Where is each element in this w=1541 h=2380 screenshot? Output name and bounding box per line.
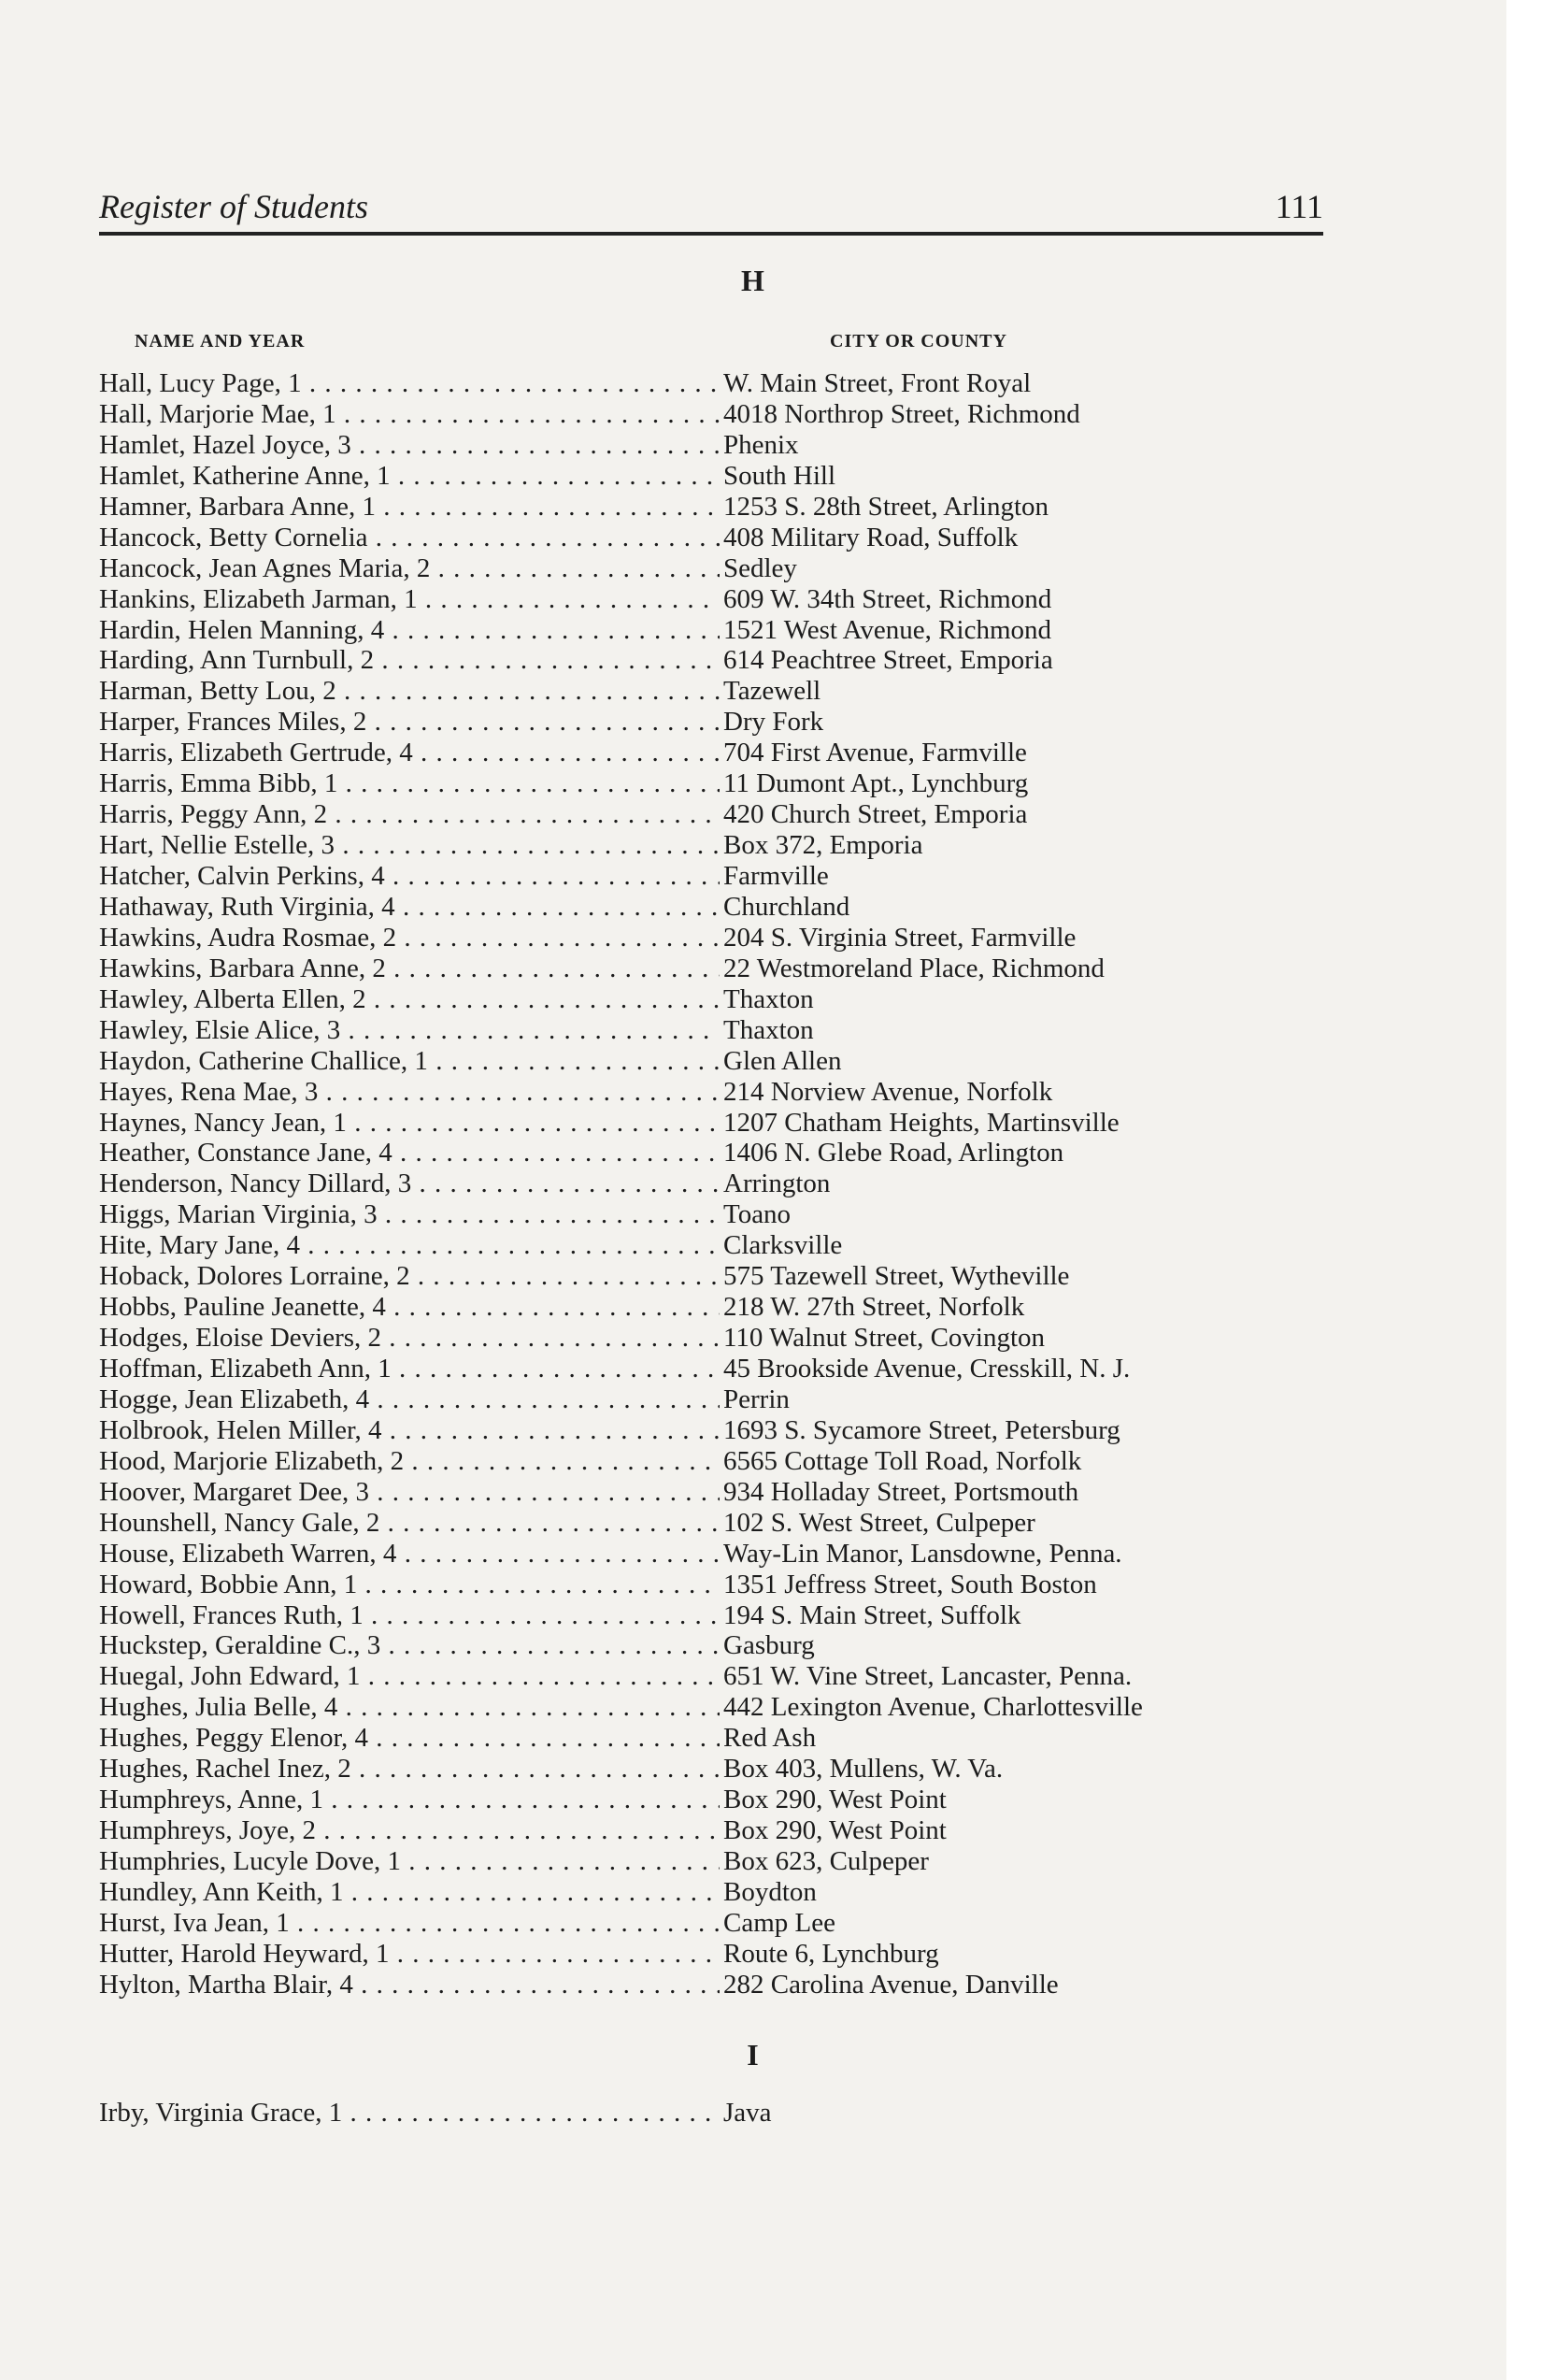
student-name: Hamlet, Katherine Anne, 1 . . . (99, 461, 720, 492)
list-item (99, 984, 1342, 1015)
list-item (99, 1230, 1342, 1261)
student-city: Phenix (723, 429, 799, 460)
list-item (99, 1754, 1342, 1785)
running-head (99, 187, 1323, 236)
list-item (99, 1108, 1342, 1139)
list-item (99, 1877, 1342, 1908)
entry-list-h (99, 368, 1342, 2000)
leader-dots (99, 1508, 720, 1539)
leader-dots (99, 2098, 720, 2129)
student-name: Hundley, Ann Keith, 1 . . . (99, 1877, 720, 1908)
student-city: 204 S. Virginia Street, Farmville (723, 922, 1077, 953)
list-item (99, 768, 1342, 799)
list-item (99, 368, 1342, 399)
student-name: Haynes, Nancy Jean, 1 . . . (99, 1108, 720, 1139)
student-name: Irby, Virginia Grace, 1 . . . (99, 2098, 720, 2129)
list-item (99, 707, 1342, 738)
leader-dots (99, 1046, 720, 1077)
student-city: 442 Lexington Avenue, Charlottesville (723, 1692, 1143, 1723)
leader-dots (99, 984, 720, 1015)
leader-dots (99, 1354, 720, 1384)
list-item (99, 1323, 1342, 1354)
leader-dots (99, 1939, 720, 1970)
leader-dots (99, 953, 720, 984)
student-city: 22 Westmoreland Place, Richmond (723, 953, 1105, 983)
list-item (99, 1970, 1342, 2000)
student-city: 1207 Chatham Heights, Martinsville (723, 1107, 1120, 1138)
leader-dots (99, 368, 720, 399)
leader-dots (99, 1384, 720, 1415)
list-item (99, 1261, 1342, 1292)
student-city: Churchland (723, 891, 850, 922)
student-name: Harris, Emma Bibb, 1 . . . (99, 768, 720, 799)
student-name: Hart, Nellie Estelle, 3 . . . (99, 830, 720, 861)
list-item (99, 1661, 1342, 1692)
list-item (99, 1815, 1342, 1846)
student-name: Hawkins, Audra Rosmae, 2 . . . (99, 923, 720, 953)
leader-dots (99, 1877, 720, 1908)
student-city: 102 S. West Street, Culpeper (723, 1507, 1035, 1538)
student-name: Hutter, Harold Heyward, 1 . . . (99, 1939, 720, 1970)
list-item (99, 1846, 1342, 1877)
list-item (99, 492, 1342, 523)
student-name: Harding, Ann Turnbull, 2 . . . (99, 645, 720, 676)
student-name: Humphreys, Joye, 2 . . . (99, 1815, 720, 1846)
student-city: Box 623, Culpeper (723, 1846, 929, 1876)
list-item (99, 799, 1342, 830)
student-name: Hughes, Julia Belle, 4 . . . (99, 1692, 720, 1723)
student-city: 1693 S. Sycamore Street, Petersburg (723, 1414, 1120, 1445)
student-name: Hardin, Helen Manning, 4 . . . (99, 615, 720, 646)
student-city: Thaxton (723, 983, 814, 1014)
student-name: Hawley, Elsie Alice, 3 . . . (99, 1015, 720, 1046)
list-item (99, 1199, 1342, 1230)
list-item (99, 1168, 1342, 1199)
list-item (99, 1077, 1342, 1108)
student-city: Toano (723, 1199, 792, 1230)
student-city: 575 Tazewell Street, Wytheville (723, 1261, 1070, 1292)
section-letter-i: I (747, 2038, 760, 2072)
list-item (99, 553, 1342, 584)
leader-dots (99, 676, 720, 707)
leader-dots (99, 492, 720, 523)
student-name: Harris, Peggy Ann, 2 . . . (99, 799, 720, 830)
leader-dots (99, 1168, 720, 1199)
student-name: Humphreys, Anne, 1 . . . (99, 1785, 720, 1815)
leader-dots (99, 923, 720, 953)
leader-dots (99, 399, 720, 430)
student-name: Hathaway, Ruth Virginia, 4 . . . (99, 892, 720, 923)
student-city: 408 Military Road, Suffolk (723, 522, 1019, 552)
leader-dots (99, 1908, 720, 1939)
student-name: House, Elizabeth Warren, 4 . . . (99, 1539, 720, 1570)
student-name: Higgs, Marian Virginia, 3 . . . (99, 1199, 720, 1230)
student-name: Hite, Mary Jane, 4 . . . (99, 1230, 720, 1261)
student-city: 934 Holladay Street, Portsmouth (723, 1476, 1079, 1507)
list-item (99, 1785, 1342, 1815)
student-city: Box 403, Mullens, W. Va. (723, 1754, 1004, 1785)
student-city: 614 Peachtree Street, Emporia (723, 645, 1053, 676)
student-city: 214 Norview Avenue, Norfolk (723, 1076, 1053, 1107)
list-item (99, 615, 1342, 646)
leader-dots (99, 615, 720, 646)
student-name: Holbrook, Helen Miller, 4 . . . (99, 1415, 720, 1446)
student-name: Hawley, Alberta Ellen, 2 . . . (99, 984, 720, 1015)
leader-dots (99, 1108, 720, 1139)
student-city: Way-Lin Manor, Lansdowne, Penna. (723, 1538, 1122, 1569)
leader-dots (99, 861, 720, 892)
student-name: Hall, Marjorie Mae, 1 . . . (99, 399, 720, 430)
list-item (99, 830, 1342, 861)
list-item (99, 1384, 1342, 1415)
list-item (99, 1692, 1342, 1723)
student-name: Huegal, John Edward, 1 . . . (99, 1661, 720, 1692)
student-city: Camp Lee (723, 1907, 835, 1938)
leader-dots (99, 1138, 720, 1168)
leader-dots (99, 1815, 720, 1846)
leader-dots (99, 1692, 720, 1723)
leader-dots (99, 523, 720, 553)
leader-dots (99, 1199, 720, 1230)
student-city: 45 Brookside Avenue, Cresskill, N. J. (723, 1354, 1131, 1384)
leader-dots (99, 1661, 720, 1692)
student-name: Harman, Betty Lou, 2 . . . (99, 676, 720, 707)
student-city: South Hill (723, 460, 836, 491)
leader-dots (99, 1723, 720, 1754)
student-name: Hawkins, Barbara Anne, 2 . . . (99, 953, 720, 984)
list-item (99, 1446, 1342, 1477)
leader-dots (99, 892, 720, 923)
leader-dots (99, 768, 720, 799)
student-name: Hodges, Eloise Deviers, 2 . . . (99, 1323, 720, 1354)
leader-dots (99, 1415, 720, 1446)
leader-dots (99, 461, 720, 492)
list-item (99, 1723, 1342, 1754)
list-item (99, 892, 1342, 923)
student-name: Huckstep, Geraldine C., 3 . . . (99, 1630, 720, 1661)
list-item (99, 1600, 1342, 1631)
leader-dots (99, 1477, 720, 1508)
student-city: Java (723, 2098, 772, 2128)
student-city: 651 W. Vine Street, Lancaster, Penna. (723, 1661, 1133, 1692)
leader-dots (99, 1230, 720, 1261)
list-item (99, 430, 1342, 461)
leader-dots (99, 1570, 720, 1600)
student-city: 1406 N. Glebe Road, Arlington (723, 1138, 1064, 1168)
student-name: Hankins, Elizabeth Jarman, 1 . . . (99, 584, 720, 615)
student-city: Arrington (723, 1168, 831, 1199)
list-item (99, 1292, 1342, 1323)
student-name: Haydon, Catherine Challice, 1 . . . (99, 1046, 720, 1077)
student-city: Box 290, West Point (723, 1815, 947, 1846)
list-item (99, 523, 1342, 553)
leader-dots (99, 1539, 720, 1570)
list-item (99, 1508, 1342, 1539)
student-name: Hughes, Peggy Elenor, 4 . . . (99, 1723, 720, 1754)
list-item (99, 645, 1342, 676)
student-city: W. Main Street, Front Royal (723, 368, 1032, 398)
student-name: Hylton, Martha Blair, 4 . . . (99, 1970, 720, 2000)
student-city: 194 S. Main Street, Suffolk (723, 1599, 1021, 1630)
leader-dots (99, 1630, 720, 1661)
student-city: Route 6, Lynchburg (723, 1938, 939, 1969)
student-name: Harper, Frances Miles, 2 . . . (99, 707, 720, 738)
student-city: Sedley (723, 552, 797, 583)
student-name: Hurst, Iva Jean, 1 . . . (99, 1908, 720, 1939)
student-city: Box 372, Emporia (723, 830, 923, 861)
student-city: Perrin (723, 1384, 790, 1414)
list-item (99, 399, 1342, 430)
student-name: Hood, Marjorie Elizabeth, 2 . . . (99, 1446, 720, 1477)
student-name: Hoffman, Elizabeth Ann, 1 . . . (99, 1354, 720, 1384)
list-item (99, 2098, 1342, 2129)
leader-dots (99, 584, 720, 615)
leader-dots (99, 1261, 720, 1292)
student-city: Glen Allen (723, 1045, 842, 1076)
student-name: Hamner, Barbara Anne, 1 . . . (99, 492, 720, 523)
list-item (99, 461, 1342, 492)
student-city: 1351 Jeffress Street, South Boston (723, 1569, 1097, 1599)
list-item (99, 738, 1342, 768)
list-item (99, 676, 1342, 707)
leader-dots (99, 830, 720, 861)
list-item (99, 1630, 1342, 1661)
leader-dots (99, 707, 720, 738)
running-head-title: Register of Students (99, 188, 368, 225)
student-name: Henderson, Nancy Dillard, 3 . . . (99, 1168, 720, 1199)
student-city: 218 W. 27th Street, Norfolk (723, 1292, 1025, 1323)
student-name: Hogge, Jean Elizabeth, 4 . . . (99, 1384, 720, 1415)
student-city: 704 First Avenue, Farmville (723, 738, 1027, 768)
list-item (99, 1539, 1342, 1570)
list-item (99, 1477, 1342, 1508)
student-city: 609 W. 34th Street, Richmond (723, 583, 1052, 614)
student-city: 1521 West Avenue, Richmond (723, 614, 1052, 645)
list-item (99, 1908, 1342, 1939)
student-name: Hughes, Rachel Inez, 2 . . . (99, 1754, 720, 1785)
leader-dots (99, 430, 720, 461)
leader-dots (99, 1785, 720, 1815)
list-item (99, 923, 1342, 953)
student-name: Hoover, Margaret Dee, 3 . . . (99, 1477, 720, 1508)
list-item (99, 1015, 1342, 1046)
section-letter-h: H (741, 264, 765, 297)
student-city: Boydton (723, 1876, 817, 1907)
student-city: Red Ash (723, 1723, 817, 1754)
list-item (99, 1138, 1342, 1168)
student-name: Hamlet, Hazel Joyce, 3 . . . (99, 430, 720, 461)
student-city: 420 Church Street, Emporia (723, 799, 1028, 830)
list-item (99, 1046, 1342, 1077)
list-item (99, 861, 1342, 892)
student-city: 6565 Cottage Toll Road, Norfolk (723, 1445, 1082, 1476)
student-city: Gasburg (723, 1630, 815, 1661)
leader-dots (99, 1846, 720, 1877)
leader-dots (99, 645, 720, 676)
list-item (99, 584, 1342, 615)
leader-dots (99, 1970, 720, 2000)
student-city: Tazewell (723, 676, 821, 707)
leader-dots (99, 738, 720, 768)
student-name: Howell, Frances Ruth, 1 . . . (99, 1600, 720, 1631)
student-city: Thaxton (723, 1014, 814, 1045)
leader-dots (99, 553, 720, 584)
leader-dots (99, 1323, 720, 1354)
leader-dots (99, 1446, 720, 1477)
student-name: Heather, Constance Jane, 4 . . . (99, 1138, 720, 1168)
student-city: Clarksville (723, 1230, 843, 1261)
list-item (99, 953, 1342, 984)
student-name: Howard, Bobbie Ann, 1 . . . (99, 1570, 720, 1600)
student-city: Farmville (723, 861, 829, 891)
leader-dots (99, 1600, 720, 1631)
column-header-city: CITY OR COUNTY (830, 331, 1007, 351)
student-name: Hoback, Dolores Lorraine, 2 . . . (99, 1261, 720, 1292)
list-item (99, 1939, 1342, 1970)
leader-dots (99, 1292, 720, 1323)
student-name: Hobbs, Pauline Jeanette, 4 . . . (99, 1292, 720, 1323)
leader-dots (99, 1754, 720, 1785)
leader-dots (99, 799, 720, 830)
entry-list-i (99, 2098, 1342, 2129)
student-city: 110 Walnut Street, Covington (723, 1323, 1046, 1354)
page-number: 111 (1275, 188, 1323, 225)
student-name: Hounshell, Nancy Gale, 2 . . . (99, 1508, 720, 1539)
list-item (99, 1415, 1342, 1446)
leader-dots (99, 1015, 720, 1046)
student-city: 4018 Northrop Street, Richmond (723, 398, 1080, 429)
student-city: 11 Dumont Apt., Lynchburg (723, 768, 1029, 799)
student-name: Harris, Elizabeth Gertrude, 4 . . . (99, 738, 720, 768)
student-name: Hatcher, Calvin Perkins, 4 . . . (99, 861, 720, 892)
student-city: Box 290, West Point (723, 1785, 947, 1815)
student-name: Hancock, Betty Cornelia . . . (99, 523, 720, 553)
student-name: Humphries, Lucyle Dove, 1 . . . (99, 1846, 720, 1877)
student-city: 1253 S. 28th Street, Arlington (723, 491, 1049, 522)
column-header-name: NAME AND YEAR (135, 331, 306, 351)
list-item (99, 1570, 1342, 1600)
leader-dots (99, 1077, 720, 1108)
student-city: Dry Fork (723, 707, 824, 738)
student-name: Hancock, Jean Agnes Maria, 2 . . . (99, 553, 720, 584)
student-city: 282 Carolina Avenue, Danville (723, 1969, 1059, 2000)
list-item (99, 1354, 1342, 1384)
student-name: Hall, Lucy Page, 1 . . . (99, 368, 720, 399)
student-name: Hayes, Rena Mae, 3 . . . (99, 1077, 720, 1108)
